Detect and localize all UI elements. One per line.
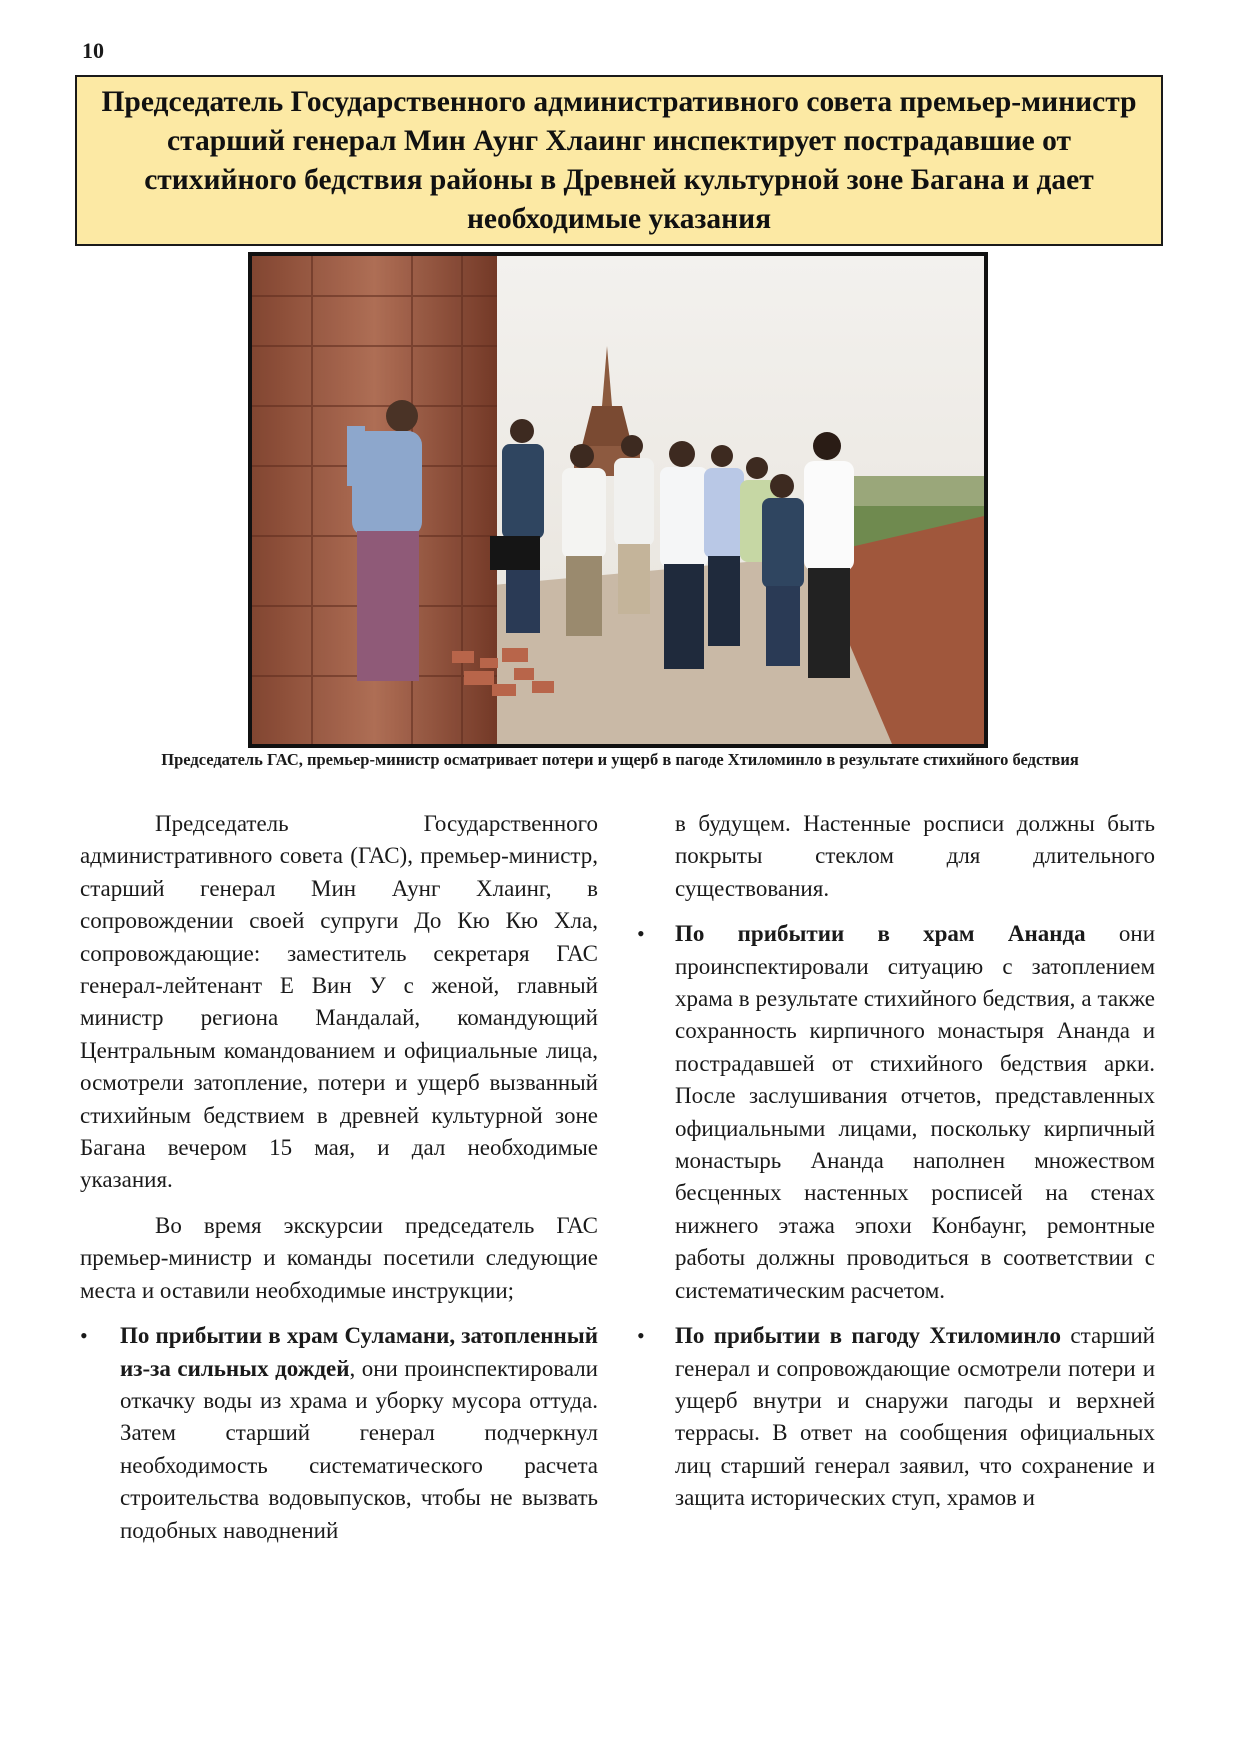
bullet-text-sulamani: , они проинспектировали откачку воды из храма и уборку мусора оттуда. Затем старший генерал подчеркнул необходимость систематического расчета строительства водовыпусков, чтобы не вызвать подобных наводнений <box>120 1355 598 1543</box>
photo-illustration <box>252 256 984 744</box>
article-column-right <box>637 808 1156 1528</box>
bullet-item-sulamani <box>80 1320 598 1547</box>
bullet-heading-htilominlo: По прибытии в пагоду Хтиломинло <box>675 1323 1062 1349</box>
bullet-item-htilominlo <box>637 1320 1155 1514</box>
bullet-marker: • <box>637 921 645 947</box>
bullet-item-ananda <box>637 918 1156 1307</box>
article-paragraph-1: Председатель Государственного административного совета (ГАС), премьер-министр, старший генерал Мин Аунг Хлаинг, в сопровождении своей супруги До Кю Кю Хла, сопровождающие: заместитель секретаря ГАС генерал-лейтенант Е Вин У с женой, главный министр региона Мандалай, командующий Центральным командованием и официальные лица, осмотрели затопление, потери и ущерб вызванный стихийным бедствием в древней культурной зоне Багана вечером 15 мая, и дал необходимые указания. <box>80 811 598 1193</box>
title-box <box>75 75 1163 246</box>
page-title: Председатель Государственного административного совета премьер-министр старший генерал Мин Аунг Хлаинг инспектирует пострадавшие от стихийного бедствия районы в Древней культурной зоне Багана и дает необходимые указания <box>101 85 1137 235</box>
news-photo <box>248 252 988 748</box>
photo-caption: Председатель ГАС, премьер-министр осматривает потери и ущерб в пагоде Хтиломинло в результате стихийного бедствия <box>161 750 1079 769</box>
article-paragraph-2: Во время экскурсии председатель ГАС премьер-министр и команды посетили следующие места и оставили необходимые инструкции; <box>80 1212 598 1303</box>
bullet-heading-ananda: По прибытии в храм Ананда <box>675 921 1086 947</box>
article-column-left <box>80 808 598 1560</box>
page-number: 10 <box>82 38 104 63</box>
bullet-text-ananda: они проинспектировали ситуацию с затоплением храма в результате стихийного бедствия, а также сохранность кирпичного монастыря Ананда и пострадавшей от стихийного бедствия арки. После заслушивания отчетов, представленных официальными лицами, поскольку кирпичный монастырь Ананда наполнен множеством бесценных настенных росписей на стенах нижнего этажа эпохи Конбаунг, ремонтные работы должны проводиться в соответствии с систематическим расчетом. <box>675 921 1156 1303</box>
bullet-heading-sulamani: По прибытии в храм Суламани, затопленный из-за сильных дождей <box>120 1323 598 1381</box>
bullet-text-htilominlo: старший генерал и сопровождающие осмотрели потери и ущерб внутри и снаружи пагоды и верхней террасы. В ответ на сообщения официальных лиц старший генерал заявил, что сохранение и защита исторических ступ, храмов и <box>675 1323 1155 1511</box>
bullet-marker: • <box>637 1323 645 1349</box>
bullet-marker: • <box>80 1323 88 1349</box>
bullet-continuation: в будущем. Настенные росписи должны быть покрыты стеклом для длительного существования. <box>675 811 1155 901</box>
